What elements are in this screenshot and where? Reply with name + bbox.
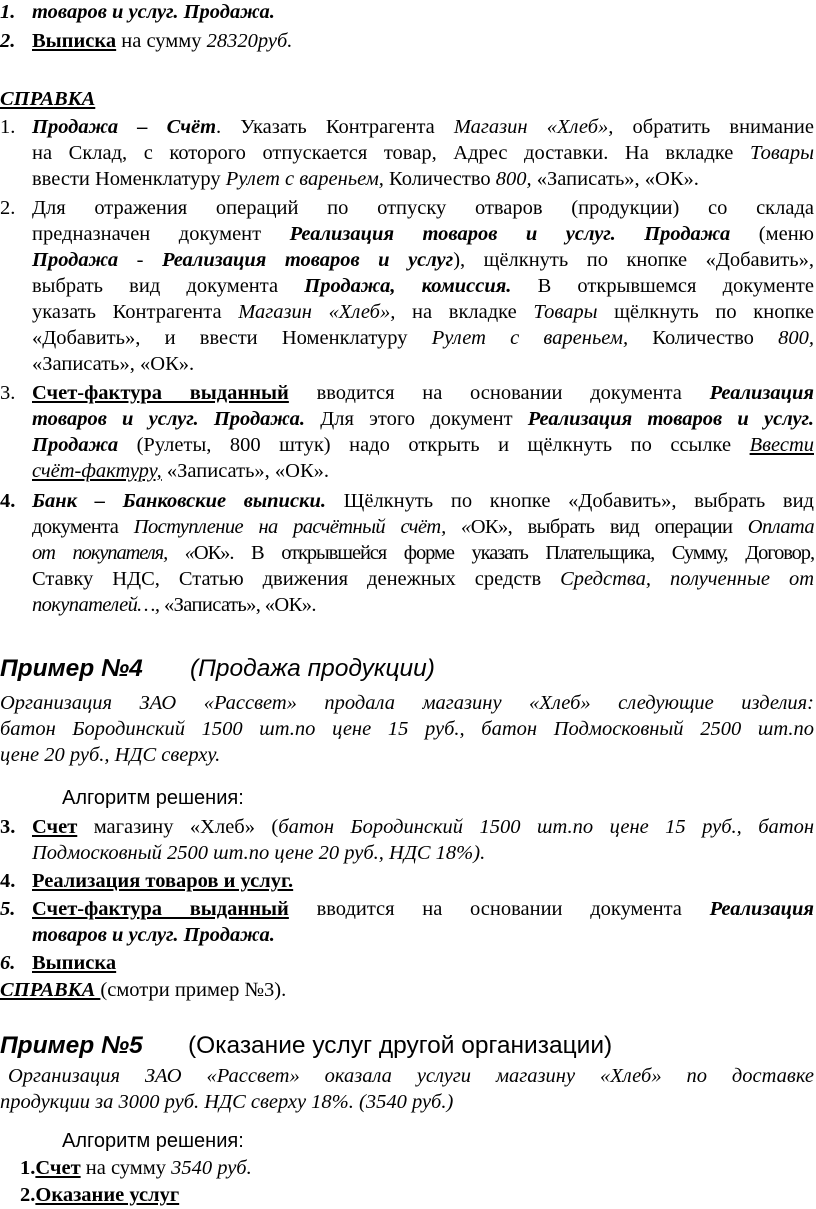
ex5-step1-link: Счет — [35, 1157, 81, 1179]
spravka-p1-num: 1. — [0, 116, 16, 138]
p1-l3a: ввести Номенклатуру — [32, 168, 226, 190]
spravka-p4-num: 4. — [0, 490, 16, 512]
ex4-step3-num: 3. — [0, 816, 16, 838]
ex4-step5-line1 — [32, 896, 814, 922]
example5-subtitle: (Оказание услуг другой организации) — [188, 1032, 613, 1059]
p4-l2b: Поступление на расчётный счёт, « — [133, 516, 471, 538]
ex5-step1-num: 1. — [20, 1157, 36, 1179]
ex4-step3-line2: Подмосковный 2500 шт.по цене 20 руб., НДС 18%). — [32, 842, 486, 864]
p2-l5e: щёлкнуть по кнопке — [597, 301, 814, 323]
p3-invoice: Счет-фактура выданный — [32, 382, 289, 404]
ex4-step5-b: вводится на основании документа — [288, 898, 710, 920]
p2-doc: Реализация товаров и услуг. Продажа — [289, 223, 731, 245]
example5-title: Пример №5 — [0, 1032, 143, 1059]
ex4-step5-link: Счет-фактура выданный — [32, 898, 289, 920]
example5-heading — [0, 1031, 613, 1061]
ex5-step1-b: на сумму — [80, 1157, 172, 1179]
top-item-1-text: товаров и услуг. Продажа. — [32, 1, 275, 23]
spravka-p4-line2 — [32, 514, 814, 540]
p2-doc-type: Продажа, комиссия. — [304, 275, 512, 297]
p1-store: Магазин «Хлеб», — [453, 116, 614, 138]
p4-l2c: ОК», — [470, 516, 513, 538]
top-item-2 — [0, 28, 293, 54]
top-item-2-mid: на сумму — [116, 30, 207, 52]
p1-l3e: «Записать», «ОК». — [531, 168, 699, 190]
p2-l5c: на вкладке — [395, 301, 534, 323]
p3-invoice-link: счёт-фактуру, — [32, 460, 162, 482]
spravka-p2-line5 — [32, 299, 814, 325]
p3-l4b: «Записать», «ОК». — [161, 460, 330, 482]
spravka-p4-line3 — [32, 540, 814, 566]
ex4-step5-line2: товаров и услуг. Продажа. — [32, 924, 275, 946]
ex5-step2-num: 2. — [20, 1184, 36, 1206]
ex4-step3-link: Счет — [32, 816, 78, 838]
spravka-p3-line3 — [32, 432, 814, 458]
spravka-p2-line3 — [32, 247, 814, 273]
ex4-step4-link: Реализация товаров и услуг. — [32, 870, 294, 892]
spravka-p4-line5 — [32, 592, 316, 618]
p3-l3a: Продажа — [32, 434, 119, 456]
p4-l2a: документа — [32, 516, 134, 538]
ex5-step2-link: Оказание услуг — [35, 1184, 180, 1206]
p2-menu-sale: Продажа — [32, 249, 119, 271]
p1-product: Рулет с вареньем, — [225, 168, 384, 190]
example4-desc-1: Организация ЗАО «Рассвет» продала магазину «Хлеб» следующие изделия: — [0, 692, 814, 714]
p1-l2: на Склад, с которого отпускается товар, Адрес доставки. На вкладке — [32, 142, 750, 164]
example4-subtitle: (Продажа продукции) — [190, 655, 435, 682]
p3-l1b: вводится на основании документа — [288, 382, 710, 404]
p4-l4a: Ставку НДС, Статью движения денежных средств — [32, 568, 561, 590]
spravka-p2-line6 — [32, 325, 814, 351]
p4-l1b: Щёлкнуть по кнопке «Добавить», выбрать вид — [325, 490, 814, 512]
p3-l3b: (Рулеты, 800 штук) надо открыть и щёлкнуть по ссылке — [118, 434, 750, 456]
p1-qty: 800, — [495, 168, 532, 190]
example4-heading — [0, 654, 435, 684]
p1-goods: Товары — [749, 142, 814, 164]
ex5-step1-c: 3540 руб. — [171, 1157, 252, 1179]
p3-l2c: Реализация товаров и услуг. — [527, 408, 814, 430]
ex4-spravka-note: (смотри пример №3). — [100, 979, 287, 1001]
example5-algo: Алгоритм решения: — [62, 1130, 244, 1152]
spravka-title: СПРАВКА — [0, 88, 96, 110]
p3-realization: Реализация — [709, 382, 814, 404]
p4-l2e: Оплата — [747, 516, 814, 538]
example4-algo: Алгоритм решения: — [62, 787, 244, 809]
spravka-p1-line3 — [32, 166, 699, 192]
p2-l3d: ), щёлкнуть по кнопке «Добавить», — [453, 249, 814, 271]
p4-l5b: «Записать», «ОК». — [159, 594, 316, 616]
p3-l2b: Для этого документ — [305, 408, 528, 430]
ex4-step4-num: 4. — [0, 870, 16, 892]
ex4-step5-c: Реализация — [709, 898, 814, 920]
p1-l1b: . Указать Контрагента — [216, 116, 454, 138]
spravka-p3-line2 — [32, 406, 814, 432]
p4-l3a: от покупателя, « — [32, 542, 194, 564]
p2-l6a: «Добавить», и ввести Номенклатуру — [32, 327, 432, 349]
ex4-step6-num: 6. — [0, 952, 16, 974]
top-item-1 — [0, 0, 275, 25]
ex4-step3-line1 — [32, 814, 814, 840]
ex5-step2 — [20, 1182, 179, 1208]
p2-l3b: - — [118, 249, 162, 271]
p2-goods: Товары — [533, 301, 598, 323]
spravka-p3-line1 — [32, 380, 814, 406]
p2-l5a: указать Контрагента — [32, 301, 239, 323]
top-item-2-amount: 28320руб. — [206, 30, 293, 52]
p2-l2c: (меню — [730, 223, 814, 245]
spravka-p4-line4 — [32, 566, 814, 592]
ex4-spravka — [0, 977, 286, 1003]
ex4-step6-link: Выписка — [32, 952, 117, 974]
example5-desc-2: продукции за 3000 руб. НДС сверху 18%. (3540 руб.) — [0, 1091, 454, 1113]
top-item-2-num: 2. — [0, 30, 16, 52]
p4-bank: Банк – Банковские выписки. — [32, 490, 326, 512]
p2-product: Рулет с вареньем, — [431, 327, 629, 349]
spravka-p4-line1 — [32, 488, 814, 514]
p1-sale-invoice: Продажа – Счёт — [32, 116, 217, 138]
example4-title: Пример №4 — [0, 655, 143, 682]
spravka-p2-line2 — [32, 221, 814, 247]
example5-desc-1: Организация ЗАО «Рассвет» оказала услуги магазину «Хлеб» по доставке — [8, 1065, 814, 1087]
p2-l4c: В открывшемся документе — [511, 275, 814, 297]
p4-l3b: ОК». В открывшейся форме указать Плательщика, Сумму, Договор, — [193, 542, 814, 564]
spravka-p3-num: 3. — [0, 382, 16, 404]
spravka-p1-line1 — [32, 114, 814, 140]
p3-enter-link: Ввести — [749, 434, 814, 456]
spravka-p2-line1: Для отражения операций по отпуску отваров (продукции) со склада — [32, 197, 814, 219]
p2-menu-realization: Реализация товаров и услуг — [161, 249, 454, 271]
p2-store: Магазин «Хлеб», — [238, 301, 396, 323]
p2-qty: 800, — [778, 327, 814, 349]
p2-l6c: Количество — [628, 327, 779, 349]
spravka-p2-line7: «Записать», «ОК». — [32, 353, 195, 375]
ex4-spravka-title: СПРАВКА — [0, 979, 101, 1001]
top-item-1-num: 1. — [0, 1, 16, 23]
p4-l5a: покупателей…, — [32, 594, 160, 616]
ex4-step3-b: магазину «Хлеб» ( — [77, 816, 279, 838]
spravka-p2-num: 2. — [0, 197, 16, 219]
ex4-step5-num: 5. — [0, 898, 16, 920]
example4-desc-2: батон Бородинский 1500 шт.по цене 15 руб., батон Подмосковный 2500 шт.по — [0, 718, 814, 740]
spravka-p1-line2 — [32, 140, 814, 166]
vypiska-link: Выписка — [32, 30, 117, 52]
p2-l4a: выбрать вид документа — [32, 275, 305, 297]
p3-l2a: товаров и услуг. Продажа. — [32, 408, 306, 430]
p2-l2a: предназначен документ — [32, 223, 290, 245]
p1-l3c: Количество — [383, 168, 496, 190]
ex4-step3-c: батон Бородинский 1500 шт.по цене 15 руб., батон — [278, 816, 814, 838]
spravka-p2-line4 — [32, 273, 814, 299]
ex5-step1 — [20, 1155, 252, 1181]
p1-l1d: обратить внимание — [613, 116, 814, 138]
spravka-p3-line4 — [32, 458, 329, 484]
p4-l2d: выбрать вид операции — [512, 516, 748, 538]
p4-l4b: Средства, полученные от — [560, 568, 814, 590]
example4-desc-3: цене 20 руб., НДС сверху. — [0, 744, 221, 766]
